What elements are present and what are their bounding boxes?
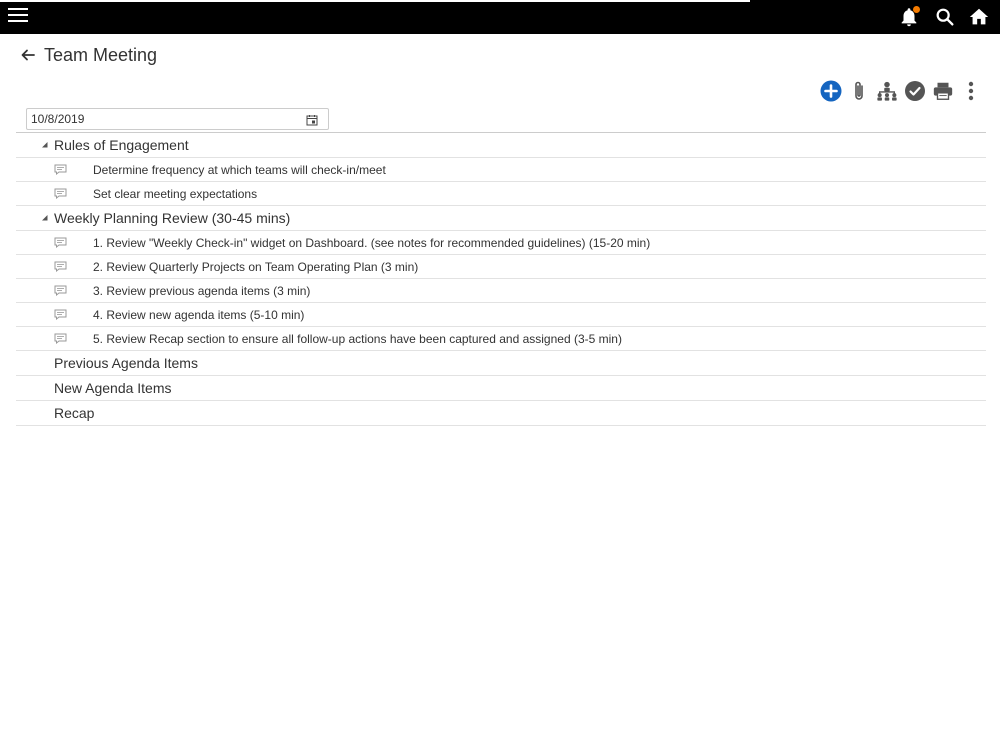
- section-label: Rules of Engagement: [54, 137, 189, 153]
- section-new-agenda-items[interactable]: [16, 376, 986, 401]
- agenda-list: [16, 132, 986, 426]
- comment-icon[interactable]: [54, 285, 67, 296]
- section-label: New Agenda Items: [54, 380, 172, 396]
- agenda-item-text: 4. Review new agenda items (5-10 min): [93, 307, 305, 322]
- agenda-item: [16, 303, 986, 327]
- date-input[interactable]: [27, 109, 297, 129]
- arrow-left-icon[interactable]: [20, 47, 36, 63]
- progress-line: [0, 0, 750, 2]
- agenda-item: [16, 182, 986, 206]
- section-previous-agenda-items[interactable]: [16, 351, 986, 376]
- caret-down-icon[interactable]: [42, 142, 48, 148]
- page-title: Team Meeting: [44, 44, 158, 65]
- agenda-item-text: 5. Review Recap section to ensure all follow-up actions have been captured and assigned (3-5 min): [93, 331, 622, 346]
- printer-icon[interactable]: [932, 80, 954, 102]
- agenda-item-text: 1. Review "Weekly Check-in" widget on Dashboard. (see notes for recommended guidelines) (15-20 min): [93, 235, 651, 250]
- meeting-date-field: [26, 108, 329, 130]
- notification-dot: [913, 6, 920, 13]
- org-chart-icon[interactable]: [876, 80, 898, 102]
- hamburger-icon[interactable]: [8, 8, 28, 24]
- home-icon[interactable]: [968, 6, 990, 28]
- check-circle-icon[interactable]: [904, 80, 926, 102]
- page-header: [20, 44, 157, 66]
- comment-icon[interactable]: [54, 164, 67, 175]
- agenda-item: [16, 255, 986, 279]
- top-app-bar: [0, 0, 1000, 34]
- section-label: Recap: [54, 405, 95, 421]
- agenda-item: [16, 327, 986, 351]
- paperclip-icon[interactable]: [848, 80, 870, 102]
- bell-icon[interactable]: [898, 6, 920, 28]
- plus-circle-icon[interactable]: [820, 80, 842, 102]
- comment-icon[interactable]: [54, 333, 67, 344]
- comment-icon[interactable]: [54, 188, 67, 199]
- section-label: Previous Agenda Items: [54, 355, 198, 371]
- section-label: Weekly Planning Review (30-45 mins): [54, 210, 291, 226]
- section-recap[interactable]: [16, 401, 986, 426]
- agenda-item-text: Set clear meeting expectations: [93, 186, 258, 201]
- section-rules-of-engagement[interactable]: [16, 133, 986, 158]
- comment-icon[interactable]: [54, 237, 67, 248]
- agenda-item-text: 3. Review previous agenda items (3 min): [93, 283, 311, 298]
- agenda-item-text: 2. Review Quarterly Projects on Team Operating Plan (3 min): [93, 259, 419, 274]
- action-toolbar: [820, 80, 988, 102]
- agenda-item: [16, 231, 986, 255]
- agenda-item: [16, 279, 986, 303]
- more-vertical-icon[interactable]: [960, 80, 982, 102]
- search-icon[interactable]: [934, 6, 956, 28]
- comment-icon[interactable]: [54, 309, 67, 320]
- comment-icon[interactable]: [54, 261, 67, 272]
- section-weekly-planning-review[interactable]: [16, 206, 986, 231]
- agenda-item: [16, 158, 986, 182]
- agenda-item-text: Determine frequency at which teams will check-in/meet: [93, 162, 386, 177]
- calendar-icon[interactable]: [306, 113, 318, 125]
- caret-down-icon[interactable]: [42, 215, 48, 221]
